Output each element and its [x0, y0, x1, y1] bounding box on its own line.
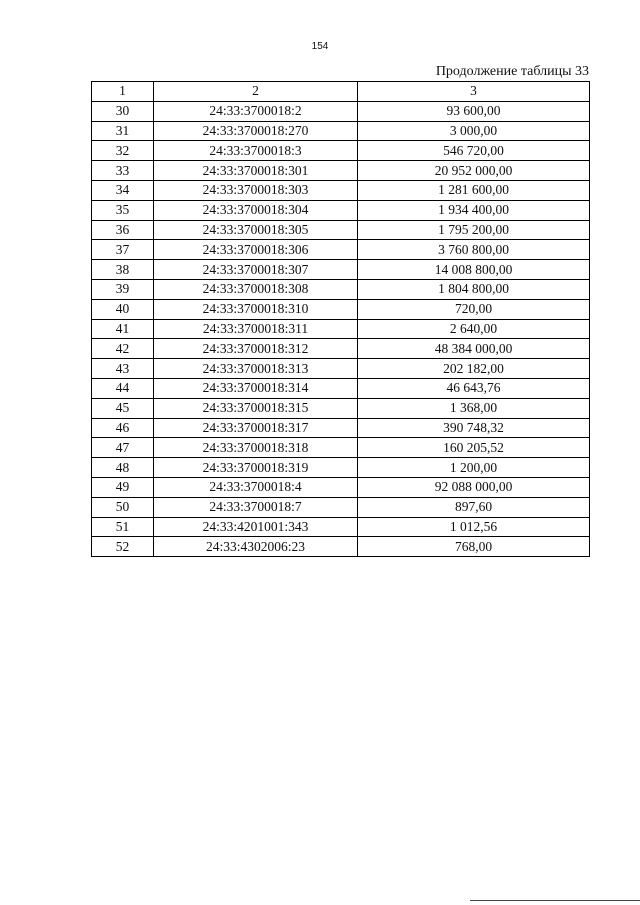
value-cell: 390 748,32 — [358, 418, 590, 438]
value-cell: 1 368,00 — [358, 398, 590, 418]
cadastral-number-cell: 24:33:3700018:305 — [154, 220, 358, 240]
table-row — [92, 240, 590, 260]
table-row — [92, 180, 590, 200]
row-number-cell: 37 — [92, 240, 154, 260]
value-cell: 46 643,76 — [358, 378, 590, 398]
table-row — [92, 418, 590, 438]
table-row — [92, 359, 590, 379]
cadastral-number-cell: 24:33:3700018:313 — [154, 359, 358, 379]
cadastral-number-cell: 24:33:3700018:7 — [154, 497, 358, 517]
cadastral-number-cell: 24:33:3700018:318 — [154, 438, 358, 458]
cadastral-number-cell: 24:33:3700018:317 — [154, 418, 358, 438]
cadastral-number-cell: 24:33:3700018:301 — [154, 161, 358, 181]
cadastral-number-cell: 24:33:3700018:311 — [154, 319, 358, 339]
table-row — [92, 299, 590, 319]
table-row — [92, 101, 590, 121]
row-number-cell: 51 — [92, 517, 154, 537]
row-number-cell: 43 — [92, 359, 154, 379]
table-row — [92, 161, 590, 181]
row-number-cell: 30 — [92, 101, 154, 121]
row-number-cell: 48 — [92, 458, 154, 478]
cadastral-number-cell: 24:33:3700018:270 — [154, 121, 358, 141]
cadastral-number-cell: 24:33:3700018:303 — [154, 180, 358, 200]
cadastral-number-cell: 24:33:3700018:310 — [154, 299, 358, 319]
table-row — [92, 438, 590, 458]
row-number-cell: 52 — [92, 537, 154, 557]
value-cell: 160 205,52 — [358, 438, 590, 458]
value-cell: 1 281 600,00 — [358, 180, 590, 200]
table-row — [92, 279, 590, 299]
table-row — [92, 458, 590, 478]
cadastral-number-cell: 24:33:3700018:312 — [154, 339, 358, 359]
value-cell: 20 952 000,00 — [358, 161, 590, 181]
cadastral-number-cell: 24:33:3700018:319 — [154, 458, 358, 478]
header-row — [92, 82, 590, 102]
header-cell-2: 2 — [154, 82, 358, 102]
row-number-cell: 41 — [92, 319, 154, 339]
table-row — [92, 141, 590, 161]
table-row — [92, 517, 590, 537]
row-number-cell: 35 — [92, 200, 154, 220]
row-number-cell: 34 — [92, 180, 154, 200]
cadastral-number-cell: 24:33:3700018:306 — [154, 240, 358, 260]
row-number-cell: 38 — [92, 260, 154, 280]
value-cell: 1 795 200,00 — [358, 220, 590, 240]
value-cell: 93 600,00 — [358, 101, 590, 121]
cadastral-number-cell: 24:33:3700018:4 — [154, 477, 358, 497]
cadastral-number-cell: 24:33:4302006:23 — [154, 537, 358, 557]
value-cell: 14 008 800,00 — [358, 260, 590, 280]
value-cell: 48 384 000,00 — [358, 339, 590, 359]
cadastral-number-cell: 24:33:4201001:343 — [154, 517, 358, 537]
row-number-cell: 44 — [92, 378, 154, 398]
value-cell: 1 200,00 — [358, 458, 590, 478]
cadastral-number-cell: 24:33:3700018:314 — [154, 378, 358, 398]
value-cell: 2 640,00 — [358, 319, 590, 339]
table-row — [92, 339, 590, 359]
cadastral-number-cell: 24:33:3700018:315 — [154, 398, 358, 418]
value-cell: 546 720,00 — [358, 141, 590, 161]
table-row — [92, 477, 590, 497]
value-cell: 720,00 — [358, 299, 590, 319]
row-number-cell: 31 — [92, 121, 154, 141]
cadastral-number-cell: 24:33:3700018:308 — [154, 279, 358, 299]
value-cell: 1 012,56 — [358, 517, 590, 537]
value-cell: 897,60 — [358, 497, 590, 517]
row-number-cell: 32 — [92, 141, 154, 161]
header-cell-3: 3 — [358, 82, 590, 102]
row-number-cell: 36 — [92, 220, 154, 240]
table-row — [92, 497, 590, 517]
row-number-cell: 49 — [92, 477, 154, 497]
value-cell: 1 804 800,00 — [358, 279, 590, 299]
row-number-cell: 47 — [92, 438, 154, 458]
table-row — [92, 200, 590, 220]
table-row — [92, 398, 590, 418]
table-body — [92, 101, 590, 556]
table-row — [92, 378, 590, 398]
value-cell: 3 760 800,00 — [358, 240, 590, 260]
value-cell: 3 000,00 — [358, 121, 590, 141]
table-row — [92, 260, 590, 280]
value-cell: 1 934 400,00 — [358, 200, 590, 220]
row-number-cell: 33 — [92, 161, 154, 181]
header-cell-1: 1 — [92, 82, 154, 102]
row-number-cell: 39 — [92, 279, 154, 299]
table-caption: Продолжение таблицы 33 — [435, 64, 589, 79]
row-number-cell: 42 — [92, 339, 154, 359]
cadastral-number-cell: 24:33:3700018:2 — [154, 101, 358, 121]
cadastral-number-cell: 24:33:3700018:307 — [154, 260, 358, 280]
row-number-cell: 50 — [92, 497, 154, 517]
cadastral-number-cell: 24:33:3700018:304 — [154, 200, 358, 220]
value-cell: 202 182,00 — [358, 359, 590, 379]
table-row — [92, 319, 590, 339]
row-number-cell: 46 — [92, 418, 154, 438]
bottom-rule — [470, 900, 640, 901]
row-number-cell: 45 — [92, 398, 154, 418]
value-cell: 768,00 — [358, 537, 590, 557]
table-row — [92, 121, 590, 141]
table-row — [92, 220, 590, 240]
value-cell: 92 088 000,00 — [358, 477, 590, 497]
table-row — [92, 537, 590, 557]
data-table — [91, 81, 590, 557]
cadastral-number-cell: 24:33:3700018:3 — [154, 141, 358, 161]
row-number-cell: 40 — [92, 299, 154, 319]
page-number: 154 — [311, 41, 329, 52]
